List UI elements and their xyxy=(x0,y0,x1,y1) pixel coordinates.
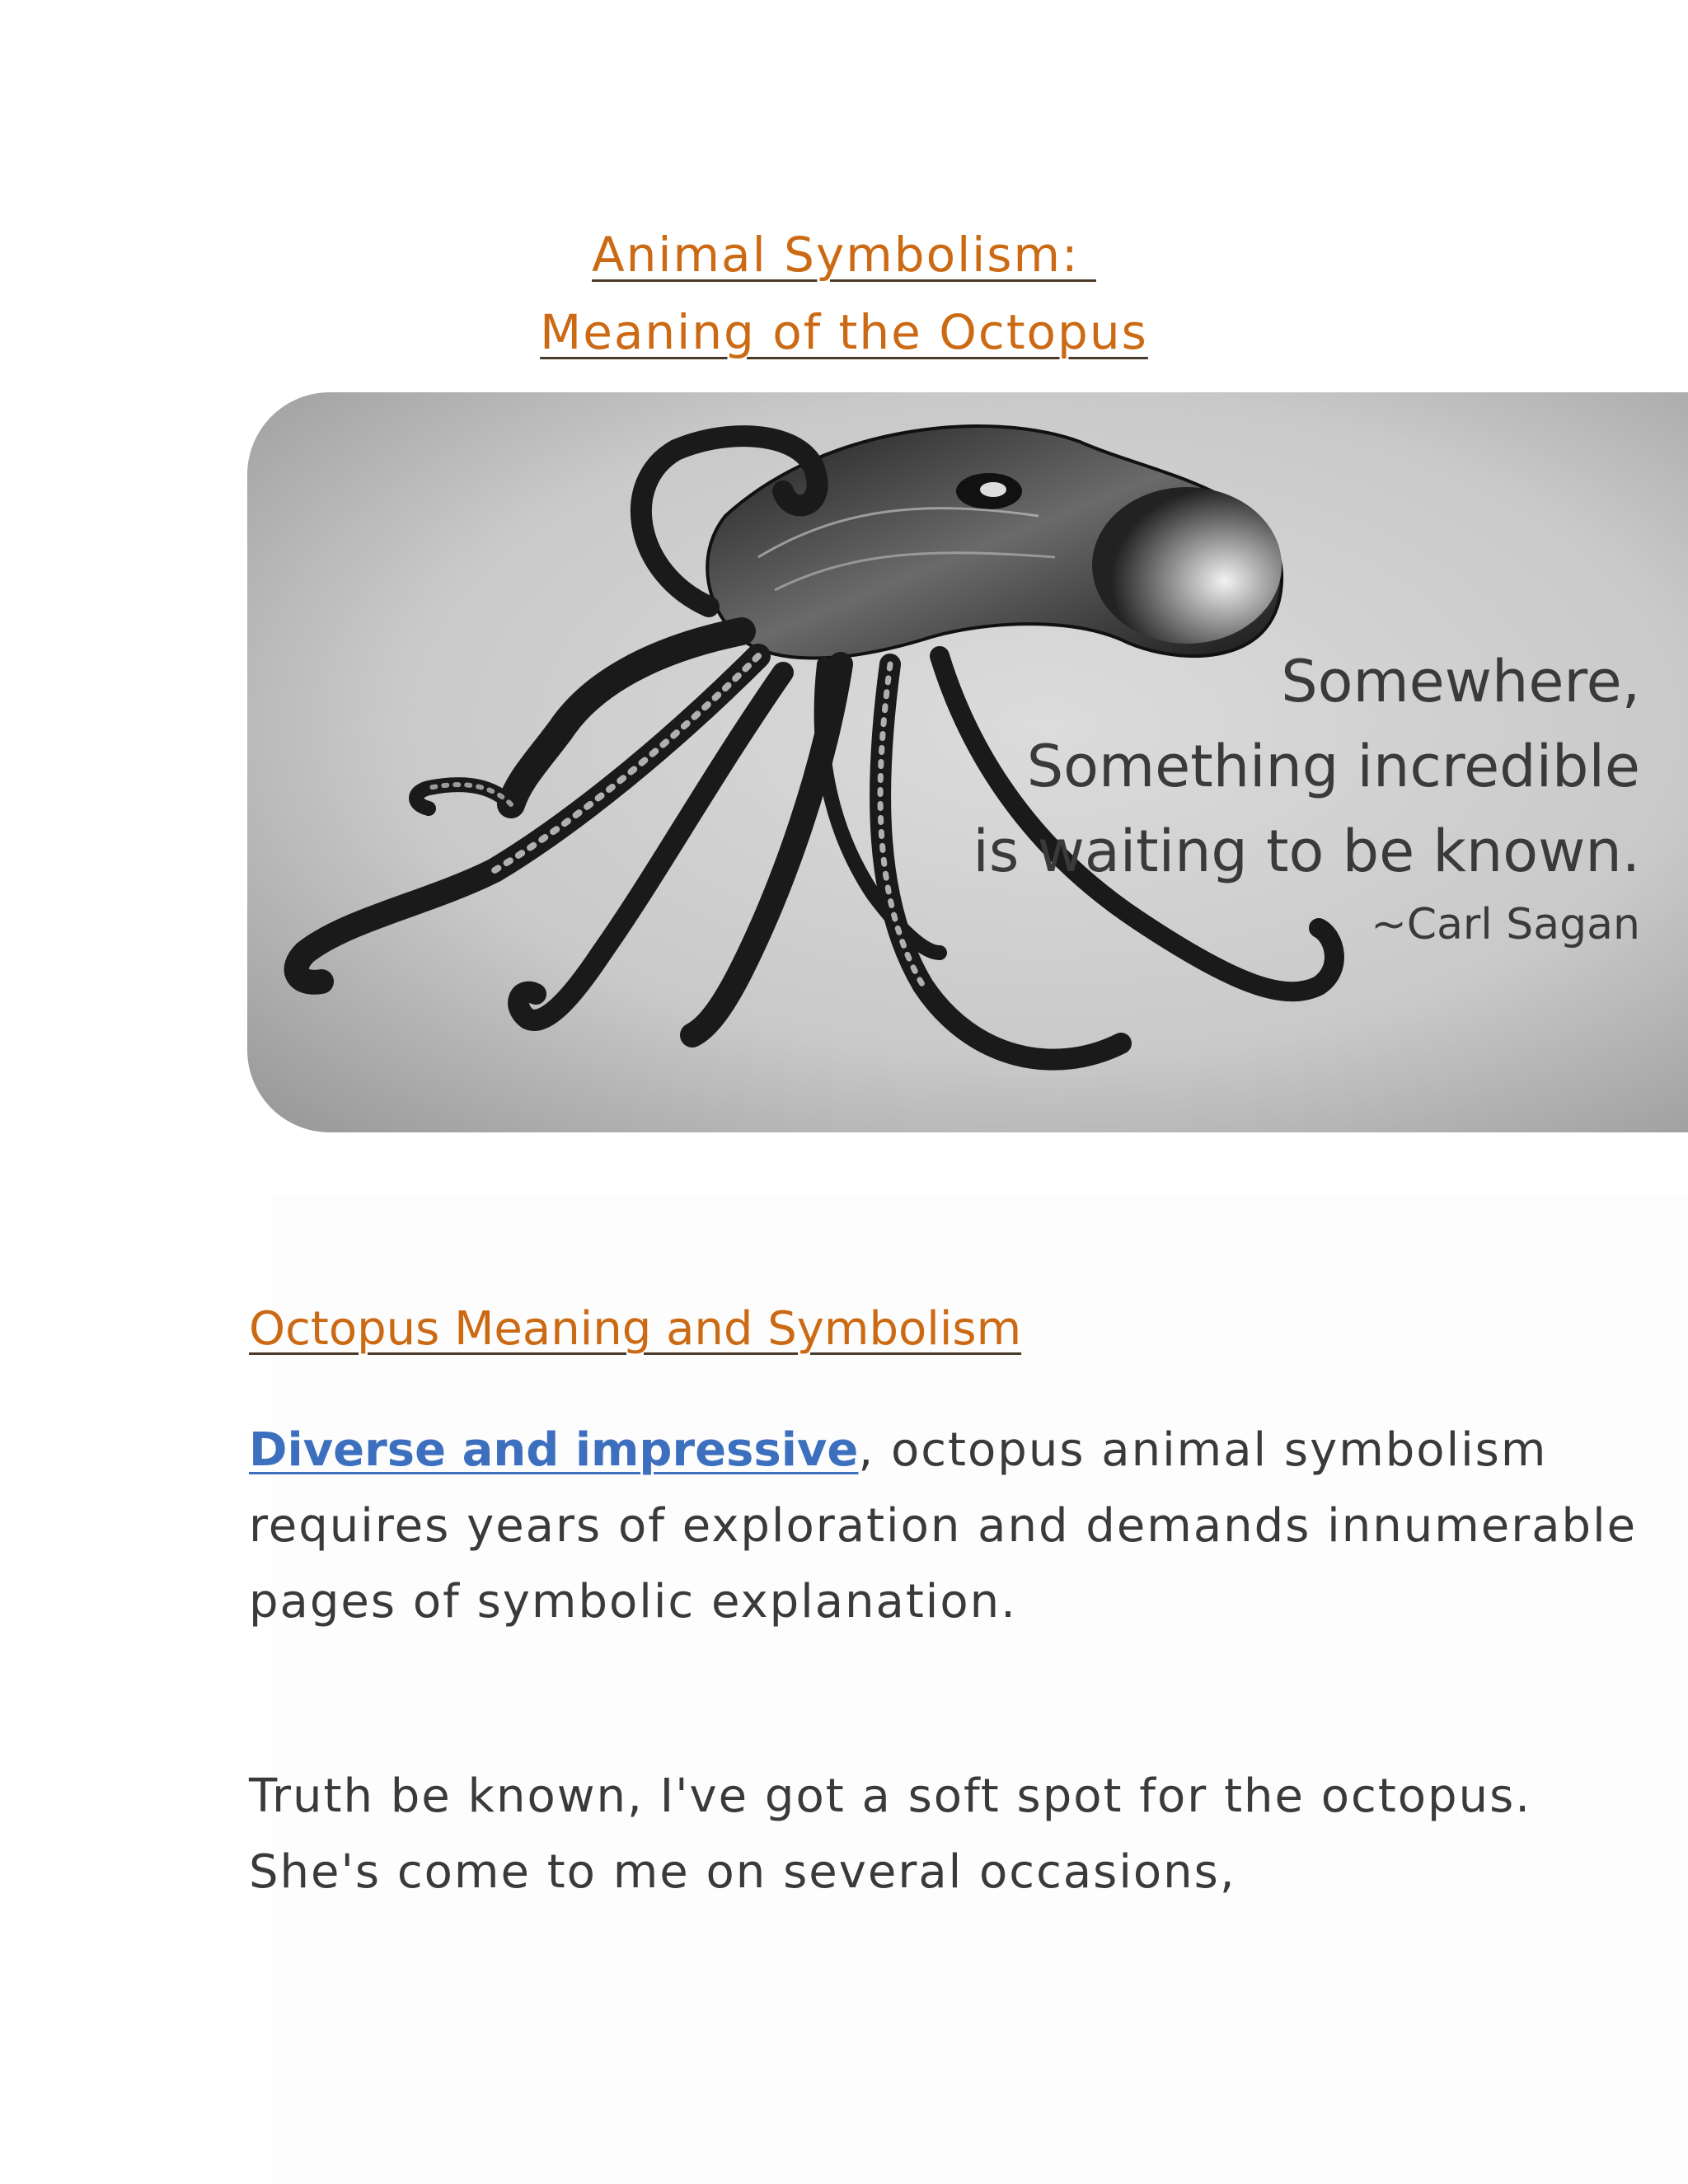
quote-attribution: ~Carl Sagan xyxy=(1371,900,1640,949)
paragraph-2: Truth be known, I've got a soft spot for the octopus. She's come to me on several occasions, xyxy=(249,1769,1532,1899)
title-line-1: Animal Symbolism: xyxy=(591,227,1096,283)
section-heading: Octopus Meaning and Symbolism xyxy=(249,1302,1022,1356)
quote-line-3: is waiting to be known. xyxy=(973,818,1640,885)
paragraph-1 xyxy=(249,1413,1650,1640)
quote-line-1: Somewhere, xyxy=(1281,648,1640,715)
emphasis-link[interactable]: Diverse and impressive xyxy=(249,1423,859,1477)
title-line-2: Meaning of the Octopus xyxy=(540,304,1148,360)
octopus-quote-image xyxy=(247,392,1688,1132)
page-title xyxy=(0,216,1688,371)
paragraph-1-text: , octopus animal symbolism requires years of exploration and demands innumerable pages of symbolic explanation. xyxy=(249,1423,1638,1629)
quote-line-2: Something incredible xyxy=(1026,733,1640,800)
carl-sagan-quote xyxy=(973,640,1640,955)
